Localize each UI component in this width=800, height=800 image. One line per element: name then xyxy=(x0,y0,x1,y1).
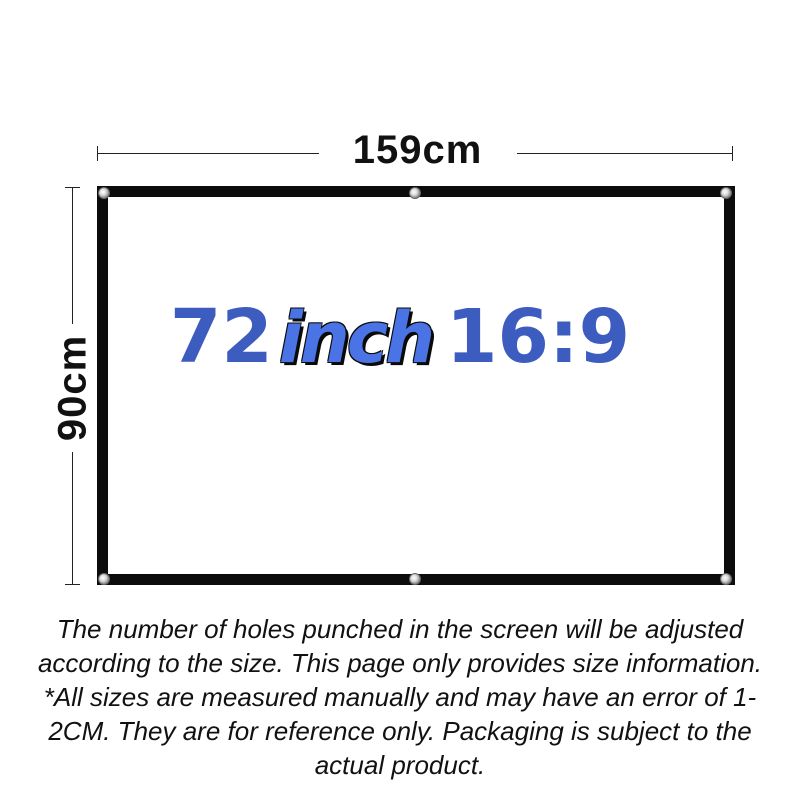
projector-screen xyxy=(97,186,735,585)
screen-size-unit: inch xyxy=(278,297,433,379)
aspect-ratio: 16:9 xyxy=(446,294,631,380)
screen-size-number: 72 xyxy=(169,294,273,380)
note-measurement: *All sizes are measured manually and may have an error of 1-2CM. They are for reference only. Packaging is subject to the actual product. xyxy=(43,682,757,780)
screen-size-title xyxy=(0,294,800,380)
width-dimension-right-cap xyxy=(732,146,733,161)
height-dimension-line-bottom xyxy=(72,452,73,584)
height-dimension-label: 90cm xyxy=(50,334,95,442)
height-dimension-bottom-cap xyxy=(65,584,80,585)
note-holes: The number of holes punched in the screen will be adjusted according to the size. This page only provides size information. xyxy=(37,614,763,678)
width-dimension-line-right xyxy=(517,153,733,154)
grommet-top-center-icon xyxy=(409,187,421,199)
grommet-top-right-icon xyxy=(720,187,732,199)
grommet-bottom-left-icon xyxy=(98,573,110,585)
width-dimension-line-left xyxy=(97,153,319,154)
width-dimension-label: 159cm xyxy=(352,128,483,172)
grommet-top-left-icon xyxy=(98,187,110,199)
grommet-bottom-right-icon xyxy=(720,573,732,585)
grommet-bottom-center-icon xyxy=(409,573,421,585)
notes-block xyxy=(30,612,770,782)
